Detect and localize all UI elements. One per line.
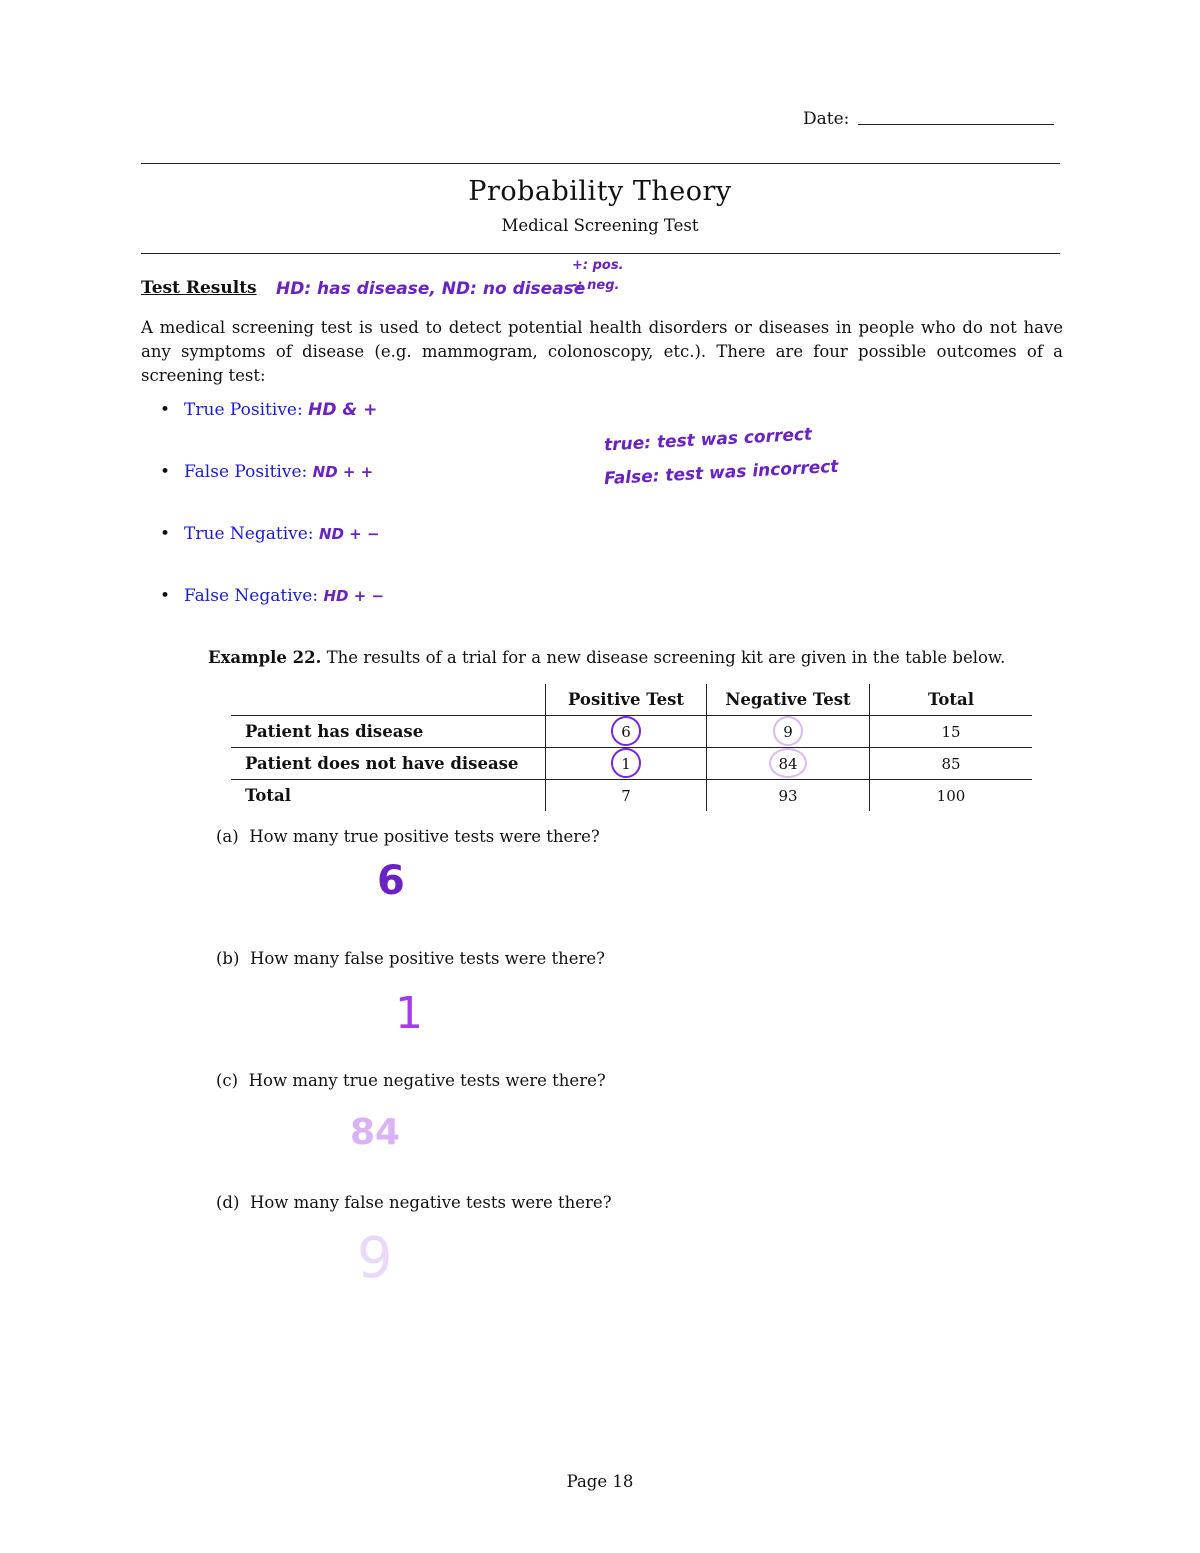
question-label: (d) [216, 1193, 240, 1212]
question-label: (c) [216, 1071, 239, 1090]
outcome-label: False Negative: [184, 586, 319, 606]
question-a [216, 827, 600, 846]
table-cell [546, 716, 707, 748]
outcome-false-negative [160, 586, 384, 606]
outcome-true-negative [160, 524, 380, 544]
bullet-dot: • [160, 524, 171, 544]
table-row [231, 748, 1032, 780]
handwritten-neg-note: -: neg. [572, 278, 620, 293]
outcome-handwritten-note: HD & + [308, 400, 378, 420]
table-header-positive: Positive Test [546, 684, 707, 716]
outcome-label: True Positive: [184, 400, 303, 420]
table-cell: 15 [870, 716, 1033, 748]
table-cell-value: 6 [621, 722, 631, 741]
table-header-blank [231, 684, 546, 716]
bullet-dot: • [160, 586, 171, 606]
table-cell: 85 [870, 748, 1033, 780]
question-c [216, 1071, 606, 1090]
example-text: The results of a trial for a new disease screening kit are given in the table below. [326, 648, 1006, 667]
page-title: Probability Theory [468, 176, 732, 207]
outcome-label: False Positive: [184, 462, 308, 482]
page-subtitle: Medical Screening Test [501, 216, 699, 235]
question-label: (b) [216, 949, 240, 968]
handwritten-abbrev-note: HD: has disease, ND: no disease [276, 279, 586, 299]
question-b [216, 949, 605, 968]
intro-paragraph: A medical screening test is used to detect potential health disorders or diseases in people who do not have any symptoms of disease (e.g. mammogram, colonoscopy, etc.). There are four possible outcomes of a screening test: [141, 318, 1063, 385]
table-header-total: Total [870, 684, 1033, 716]
section-heading: Test Results [141, 278, 257, 298]
table-header-negative: Negative Test [707, 684, 870, 716]
table-cell: 7 [546, 780, 707, 812]
handwritten-pos-note: +: pos. [572, 258, 624, 273]
top-rule [141, 163, 1060, 164]
table-row [231, 716, 1032, 748]
results-table [231, 684, 1032, 811]
question-label: (a) [216, 827, 239, 846]
ink-circle [773, 716, 803, 746]
handwritten-answer: 84 [350, 1112, 401, 1153]
outcome-false-positive [160, 462, 373, 482]
date-label: Date: [803, 109, 850, 129]
bullet-dot: • [160, 400, 171, 420]
example-label: Example 22. [208, 648, 322, 667]
handwritten-answer: 6 [377, 858, 405, 904]
table-cell-value: 9 [783, 722, 793, 741]
question-text: How many true negative tests were there? [248, 1071, 606, 1090]
outcome-label: True Negative: [184, 524, 314, 544]
example-statement [208, 648, 1005, 667]
ink-circle [769, 748, 807, 778]
table-header-row [231, 684, 1032, 716]
bullet-dot: • [160, 462, 171, 482]
question-d [216, 1193, 612, 1212]
outcome-handwritten-note: ND + + [312, 463, 374, 481]
question-text: How many true positive tests were there? [249, 827, 600, 846]
handwritten-false-note: False: test was incorrect [603, 456, 839, 490]
table-row [231, 780, 1032, 812]
question-text: How many false positive tests were there? [249, 949, 605, 968]
table-row-label: Total [231, 780, 546, 812]
handwritten-answer: 9 [357, 1226, 393, 1291]
ink-circle [611, 748, 641, 778]
date-blank-line [858, 124, 1054, 125]
outcome-true-positive [160, 400, 377, 420]
table-cell [707, 748, 870, 780]
table-row-label: Patient has disease [231, 716, 546, 748]
outcome-handwritten-note: ND + − [318, 525, 380, 543]
table-cell: 100 [870, 780, 1033, 812]
table-cell [707, 716, 870, 748]
outcome-handwritten-note: HD + − [323, 587, 385, 605]
table-row-label: Patient does not have disease [231, 748, 546, 780]
handwritten-answer: 1 [395, 988, 423, 1039]
ink-circle [611, 716, 641, 746]
table-cell-value: 1 [621, 754, 631, 773]
table-cell-value: 84 [778, 754, 798, 773]
page-number: Page 18 [566, 1472, 634, 1491]
question-text: How many false negative tests were there? [249, 1193, 612, 1212]
table-cell [546, 748, 707, 780]
bottom-rule [141, 253, 1060, 254]
table-cell: 93 [707, 780, 870, 812]
handwritten-true-note: true: test was correct [603, 424, 813, 456]
